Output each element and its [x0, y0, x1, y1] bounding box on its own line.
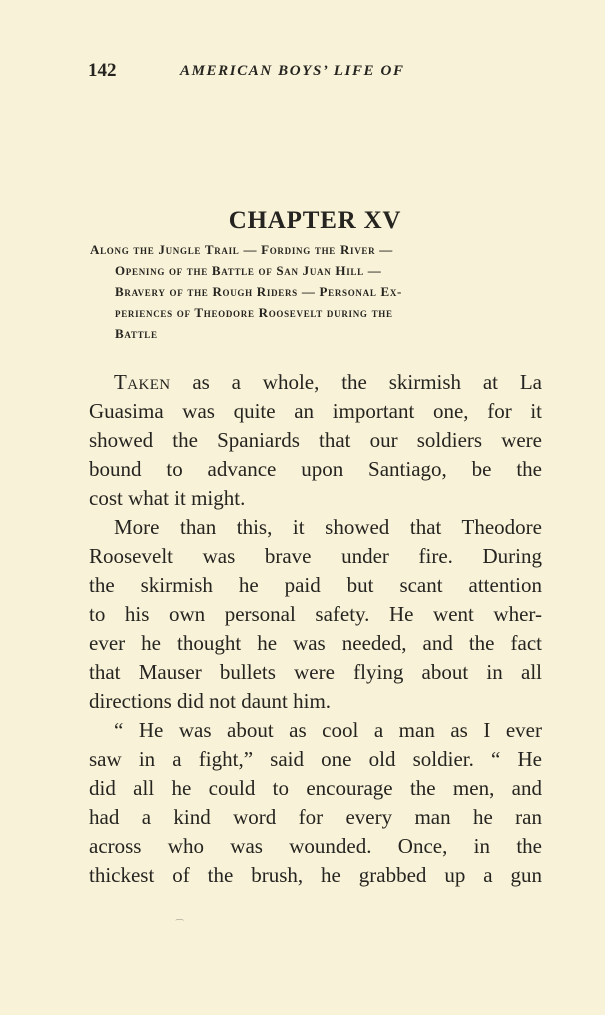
paragraph-1: [89, 368, 542, 513]
paragraph-3-line-5: across who was wounded. Once, in the: [89, 834, 542, 858]
summary-line-4: periences of Theodore Roosevelt during the: [115, 305, 393, 320]
paragraph-1-line-2: Guasima was quite an important one, for it: [89, 399, 542, 423]
paragraph-2: [89, 513, 542, 716]
paragraph-2-line-5: ever he thought he was needed, and the fact: [89, 631, 542, 655]
paragraph-3: [89, 716, 542, 890]
chapter-summary: [90, 239, 542, 344]
paragraph-2-line-1: More than this, it showed that Theodore: [114, 515, 542, 539]
chapter-body: [89, 368, 542, 890]
chapter-title: CHAPTER XV: [228, 206, 402, 234]
summary-line-5: Battle: [115, 326, 158, 341]
paragraph-3-line-4: had a kind word for every man he ran: [89, 805, 542, 829]
printing-mark-icon: ⁀: [176, 919, 184, 929]
paragraph-1-line-1-text: as a whole, the skirmish at La: [170, 370, 542, 394]
summary-line-2: Opening of the Battle of San Juan Hill —: [115, 263, 382, 278]
running-title: AMERICAN BOYS’ LIFE OF: [180, 63, 405, 79]
paragraph-1-line-3: showed the Spaniards that our soldiers were: [89, 428, 542, 452]
paragraph-2-line-3: the skirmish he paid but scant attention: [89, 573, 542, 597]
page-number: 142: [88, 60, 117, 81]
summary-line-3: Bravery of the Rough Riders — Personal Ex-: [115, 284, 403, 299]
paragraph-1-line-5: cost what it might.: [89, 486, 246, 510]
paragraph-2-line-4: to his own personal safety. He went wher-: [89, 602, 542, 626]
summary-line-1: Along the Jungle Trail — Fording the River —: [90, 242, 393, 257]
drop-word: Taken: [114, 370, 171, 394]
paragraph-3-line-3: did all he could to encourage the men, and: [89, 776, 542, 800]
paragraph-2-line-2: Roosevelt was brave under fire. During: [89, 544, 542, 568]
paragraph-3-line-1: “ He was about as cool a man as I ever: [114, 718, 542, 742]
paragraph-1-line-4: bound to advance upon Santiago, be the: [89, 457, 542, 481]
paragraph-2-line-7: directions did not daunt him.: [89, 689, 332, 713]
paragraph-3-line-6: thickest of the brush, he grabbed up a gun: [89, 863, 542, 887]
paragraph-3-line-2: saw in a fight,” said one old soldier. “ He: [89, 747, 542, 771]
paragraph-1-line-1: [89, 368, 542, 397]
paragraph-2-line-6: that Mauser bullets were flying about in all: [89, 660, 542, 684]
running-head: [88, 58, 548, 84]
